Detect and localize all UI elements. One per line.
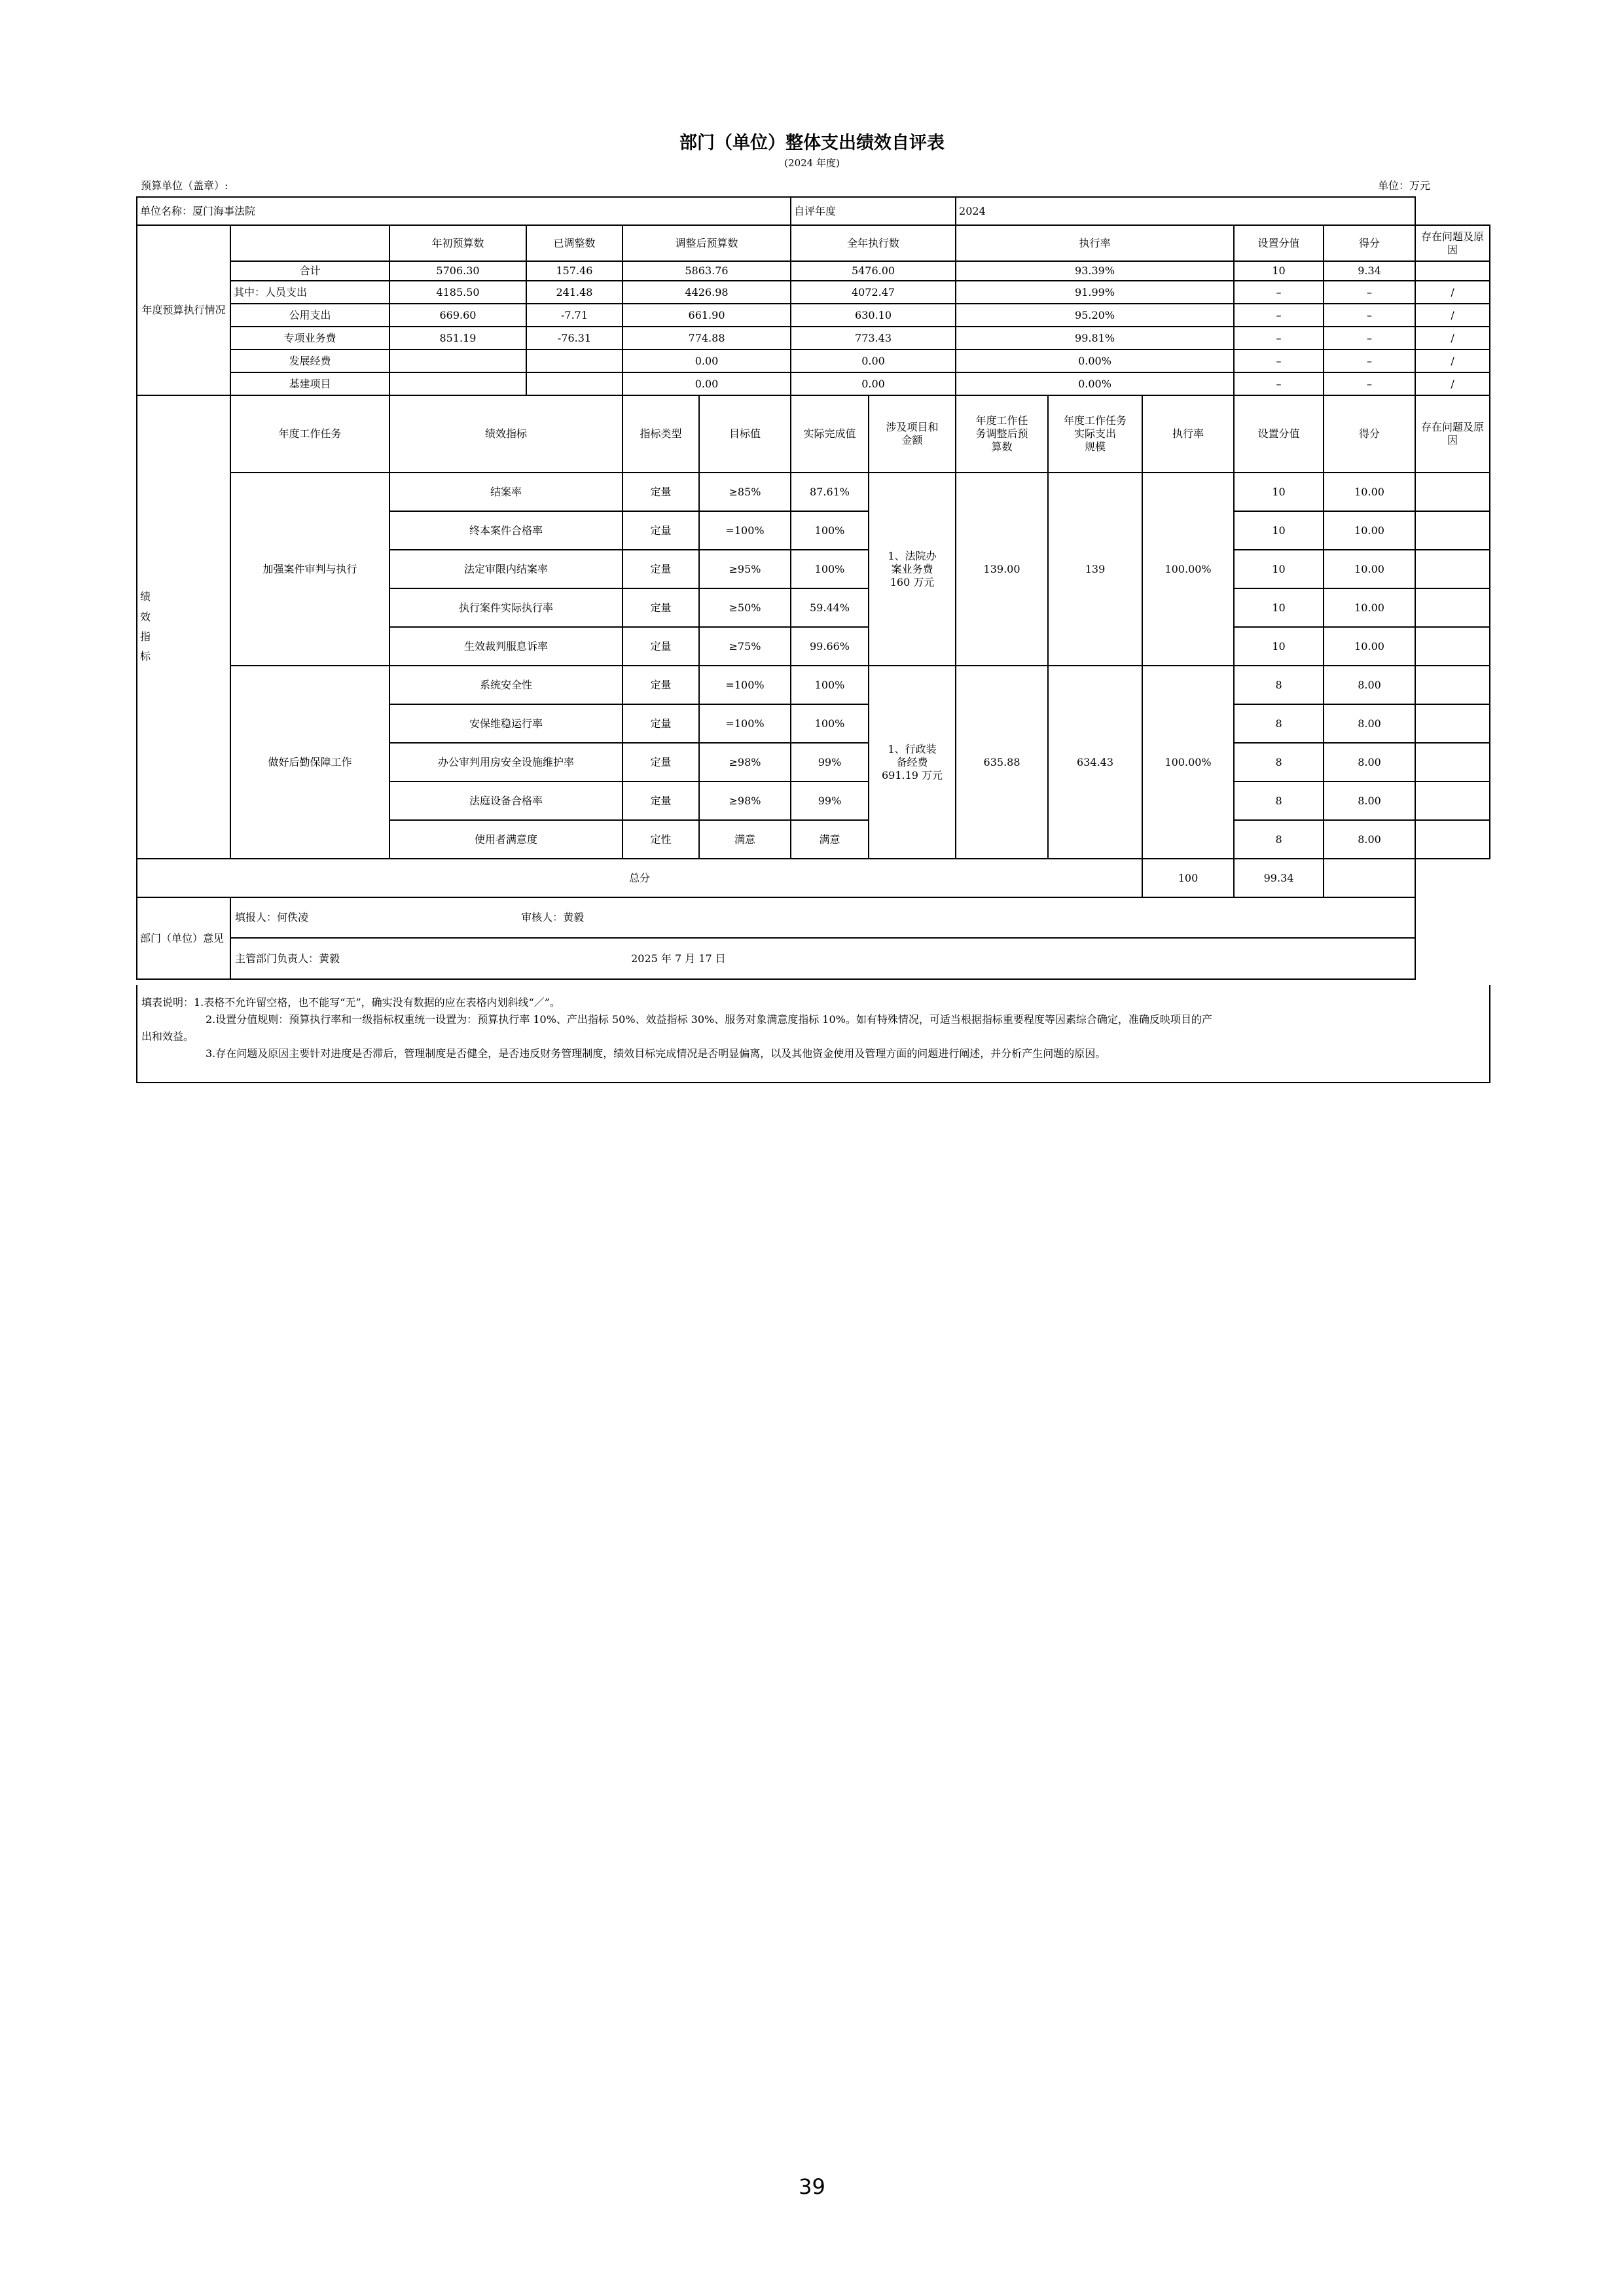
total-row [137,859,1490,897]
indicator: 安保维稳运行率 [389,704,623,743]
cell [389,350,526,372]
cell: =100% [699,704,791,743]
eval-year: 2024 [956,197,1415,225]
cell: / [1415,281,1490,304]
cell [1415,666,1490,704]
task-label: 做好后勤保障工作 [230,666,389,859]
cell: – [1234,304,1324,327]
cell [1415,743,1490,781]
cell [1415,704,1490,743]
page-number: 39 [799,2174,825,2199]
cell: -76.31 [526,327,623,350]
table-row [137,304,1490,327]
task-label: 加强案件审判与执行 [230,473,389,666]
cell: 851.19 [389,327,526,350]
cell: – [1234,372,1324,395]
cell: 669.60 [389,304,526,327]
cell: 99.81% [956,327,1234,350]
cell: / [1415,350,1490,372]
cell [526,372,623,395]
row-label: 公用支出 [230,304,389,327]
cell: 9.34 [1324,261,1415,281]
col-header: 目标值 [699,395,791,473]
col-header: 实际完成值 [791,395,869,473]
cell: 773.43 [791,327,956,350]
page-title: 部门（单位）整体支出绩效自评表 [679,133,945,153]
col-header: 涉及项目和 金额 [869,395,956,473]
indicator: 生效裁判服息诉率 [389,627,623,666]
table-row [137,372,1490,395]
cell: =100% [699,511,791,550]
row-label: 专项业务费 [230,327,389,350]
col-header: 绩效指标 [389,395,623,473]
cell: ≥75% [699,627,791,666]
row-label: 合计 [230,261,389,281]
cell: 8 [1234,666,1324,704]
cell: 100% [791,666,869,704]
indicator: 使用者满意度 [389,820,623,859]
cell: 8.00 [1324,781,1415,820]
cell [1415,511,1490,550]
cell [1415,627,1490,666]
dept-head: 主管部门负责人：黄毅 [235,952,340,965]
cell: 定量 [623,743,699,781]
cell: 630.10 [791,304,956,327]
cell: 定性 [623,820,699,859]
cell: 8.00 [1324,820,1415,859]
budget-unit-label: 预算单位（盖章）: [141,179,228,192]
cell: 157.46 [526,261,623,281]
cell: 定量 [623,627,699,666]
cell: 定量 [623,781,699,820]
cell [389,372,526,395]
page-subtitle: (2024 年度) [784,157,840,169]
col-header: 设置分值 [1234,225,1324,261]
cell: =100% [699,666,791,704]
col-header: 设置分值 [1234,395,1324,473]
opinion-head [230,938,1415,979]
cell: ≥95% [699,550,791,588]
cell: – [1324,372,1415,395]
cell: 10 [1234,550,1324,588]
cell: 4185.50 [389,281,526,304]
note-line-1: 填表说明：1.表格不允许留空格，也不能写“无”，确实没有数据的应在表格内划斜线“／”。 [141,996,560,1009]
cell: 59.44% [791,588,869,627]
cell: 0.00% [956,372,1234,395]
cell: 10.00 [1324,588,1415,627]
note-line-3: 3.存在问题及原因主要针对进度是否滞后，管理制度是否健全，是否违反财务管理制度，绩效目标完成情况是否明显偏离，以及其他资金使用及管理方面的问题进行阐述，并分析产生问题的原因。 [206,1047,1106,1060]
cell: – [1234,327,1324,350]
cell: 93.39% [956,261,1234,281]
row-label: 其中：人员支出 [230,281,389,304]
cell: 241.48 [526,281,623,304]
cell [1415,550,1490,588]
table-row [137,261,1490,281]
cell [1415,781,1490,820]
cell: 10 [1234,511,1324,550]
cell: ≥98% [699,743,791,781]
cell: 91.99% [956,281,1234,304]
cell: – [1324,304,1415,327]
reviewer: 审核人：黄毅 [521,911,585,924]
cell [1324,859,1415,897]
cell: 4072.47 [791,281,956,304]
cell: 100% [791,550,869,588]
budget-header-blank [230,225,389,261]
row-label: 基建项目 [230,372,389,395]
col-header: 指标类型 [623,395,699,473]
note-line-2b: 出和效益。 [141,1030,194,1043]
cell: 满意 [791,820,869,859]
cell: 5706.30 [389,261,526,281]
cell: 8 [1234,743,1324,781]
cell: 定量 [623,588,699,627]
cell: 10 [1234,588,1324,627]
filler: 填报人：何佚凌 [235,911,309,924]
cell: 8.00 [1324,666,1415,704]
eval-year-label: 自评年度 [791,197,956,225]
table-row [137,327,1490,350]
total-label: 总分 [137,859,1142,897]
cell: 满意 [699,820,791,859]
cell: – [1324,350,1415,372]
cell: 0.00 [791,350,956,372]
cell: 100% [791,511,869,550]
table-row [137,666,1490,704]
cell: 10.00 [1324,473,1415,511]
col-header: 年度工作任务 实际支出 规模 [1048,395,1142,473]
cell: 10.00 [1324,627,1415,666]
unit-name: 单位名称：厦门海事法院 [137,197,791,225]
indicator: 系统安全性 [389,666,623,704]
cell: 0.00% [956,350,1234,372]
budget-section-label: 年度预算执行情况 [137,225,230,395]
cell [1415,473,1490,511]
cell: 99% [791,781,869,820]
cell: / [1415,372,1490,395]
col-header: 全年执行数 [791,225,956,261]
cell: 定量 [623,704,699,743]
cell: – [1324,281,1415,304]
cell [526,350,623,372]
cell: 0.00 [623,372,791,395]
cell: 8 [1234,781,1324,820]
cell: ≥98% [699,781,791,820]
cell: 定量 [623,550,699,588]
cell: 87.61% [791,473,869,511]
cell: 139 [1048,473,1142,666]
evaluation-table [136,196,1490,980]
cell: 634.43 [1048,666,1142,859]
cell: 635.88 [956,666,1048,859]
col-header: 年度工作任务 [230,395,389,473]
cell: 5863.76 [623,261,791,281]
col-header: 年度工作任 务调整后预 算数 [956,395,1048,473]
col-header: 调整后预算数 [623,225,791,261]
cell: 4426.98 [623,281,791,304]
indicator: 法庭设备合格率 [389,781,623,820]
total-score: 99.34 [1234,859,1324,897]
cell: 0.00 [623,350,791,372]
cell: 99% [791,743,869,781]
cell: 8 [1234,704,1324,743]
table-row [137,350,1490,372]
cell: 100.00% [1142,666,1234,859]
project-amount: 1、法院办 案业务费 160 万元 [869,473,956,666]
cell [1415,820,1490,859]
col-header: 执行率 [956,225,1234,261]
cell: ≥85% [699,473,791,511]
col-header: 得分 [1324,225,1415,261]
sign-date: 2025 年 7 月 17 日 [631,952,726,965]
cell: 10.00 [1324,511,1415,550]
cell [1415,261,1490,281]
project-amount: 1、行政装 备经费 691.19 万元 [869,666,956,859]
cell: 10.00 [1324,550,1415,588]
cell: 10 [1234,261,1324,281]
indicator: 结案率 [389,473,623,511]
col-header: 年初预算数 [389,225,526,261]
cell: 95.20% [956,304,1234,327]
indicator: 法定审限内结案率 [389,550,623,588]
cell: 10 [1234,627,1324,666]
cell: 8 [1234,820,1324,859]
cell: / [1415,304,1490,327]
col-header: 已调整数 [526,225,623,261]
cell: -7.71 [526,304,623,327]
col-header: 得分 [1324,395,1415,473]
cell: 定量 [623,666,699,704]
opinion-signers [230,897,1415,938]
cell: 100% [791,704,869,743]
col-header: 存在问题及原 因 [1415,395,1490,473]
opinion-label: 部门（单位）意见 [137,897,230,979]
fill-notes [136,985,1490,1083]
cell: 99.66% [791,627,869,666]
note-line-2: 2.设置分值规则：预算执行率和一级指标权重统一设置为：预算执行率 10%、产出指标 50%、效益指标 30%、服务对象满意度指标 10%。如有特殊情况，可适当根据指标重要程度等因素综合确定，准确反映项目的产 [206,1013,1212,1026]
cell: – [1234,281,1324,304]
cell: 10 [1234,473,1324,511]
table-row [137,281,1490,304]
indicator: 办公审判用房安全设施维护率 [389,743,623,781]
cell: 5476.00 [791,261,956,281]
col-header: 存在问题及原因 [1415,225,1490,261]
unit-label: 单位：万元 [1378,179,1431,192]
cell: 0.00 [791,372,956,395]
row-label: 发展经费 [230,350,389,372]
cell: 8.00 [1324,704,1415,743]
table-row [137,473,1490,511]
cell: 139.00 [956,473,1048,666]
cell: – [1234,350,1324,372]
cell: – [1324,327,1415,350]
cell: 774.88 [623,327,791,350]
cell: 定量 [623,473,699,511]
cell: 8.00 [1324,743,1415,781]
total-set: 100 [1142,859,1234,897]
performance-section-label: 绩 效 指 标 [137,395,230,859]
cell: 100.00% [1142,473,1234,666]
cell [1415,588,1490,627]
indicator: 终本案件合格率 [389,511,623,550]
indicator: 执行案件实际执行率 [389,588,623,627]
cell: 661.90 [623,304,791,327]
cell: ≥50% [699,588,791,627]
col-header: 执行率 [1142,395,1234,473]
cell: / [1415,327,1490,350]
cell: 定量 [623,511,699,550]
